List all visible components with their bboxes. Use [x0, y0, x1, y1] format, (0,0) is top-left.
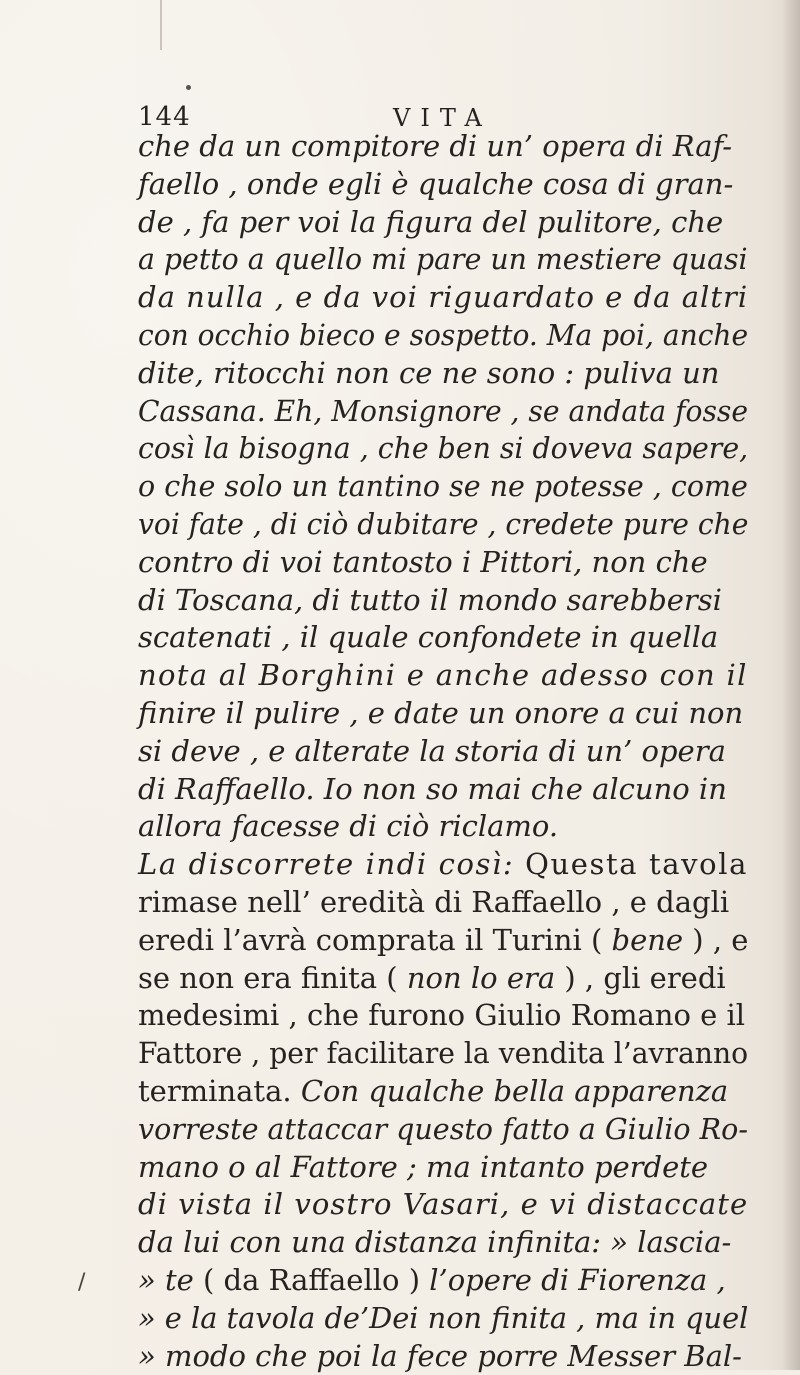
- text-segment: non lo era: [407, 961, 555, 995]
- text-segment: allora facesse di ciò riclamo.: [138, 809, 558, 843]
- text-line: [138, 204, 748, 242]
- text-line: [138, 1073, 748, 1111]
- text-segment: contro di voi tantosto i Pittori, non che: [138, 545, 708, 579]
- text-segment: » e la tavola de’Dei non finita , ma in quel: [138, 1301, 748, 1335]
- text-line: [138, 128, 748, 166]
- text-segment: »: [138, 1263, 165, 1297]
- text-line: [138, 1186, 748, 1224]
- text-segment: de , fa per voi la figura del pulitore, che: [138, 205, 723, 239]
- text-line: [138, 1035, 731, 1073]
- text-line: [138, 657, 748, 695]
- text-segment: scatenati , il quale confondete in quella: [138, 620, 718, 654]
- text-line: [138, 1300, 744, 1338]
- text-segment: si deve , e alterate la storia di un’ opera: [138, 734, 726, 768]
- text-segment: bene: [612, 923, 684, 957]
- text-line: [138, 430, 734, 468]
- text-segment: Cassana. Eh, Monsignore , se andata fosse: [138, 394, 748, 428]
- text-line: [138, 317, 729, 355]
- text-line: [138, 544, 748, 582]
- text-line: [138, 619, 748, 657]
- text-segment: da nulla , e da voi riguardato e da altri: [138, 280, 748, 314]
- ink-spot: [186, 85, 191, 90]
- text-line: [138, 771, 748, 809]
- text-segment: così la bisogna , che ben si doveva sapere,: [138, 431, 748, 465]
- text-line: [138, 1338, 748, 1375]
- text-segment: o che solo un tantino se ne potesse , come: [138, 469, 748, 503]
- text-line: [138, 997, 748, 1035]
- running-head: VITA: [393, 104, 492, 132]
- text-line: [138, 1149, 748, 1187]
- text-line: [138, 166, 748, 204]
- text-line: [138, 468, 737, 506]
- text-line: [138, 922, 748, 960]
- text-segment: con occhio bieco e sospetto. Ma poi, anche: [138, 318, 748, 352]
- text-segment: La discorrete indi così:: [138, 847, 525, 881]
- text-segment: terminata.: [138, 1074, 301, 1108]
- text-segment: » modo che poi la fece porre Messer Bal-: [138, 1339, 742, 1373]
- text-segment: faello , onde egli è qualche cosa di gran-: [138, 167, 733, 201]
- text-segment: Questa tavola: [525, 847, 748, 881]
- text-line: [138, 279, 748, 317]
- text-line: [138, 1111, 738, 1149]
- text-line: [138, 393, 730, 431]
- text-line: [138, 1224, 748, 1262]
- paper-crease: [160, 0, 162, 50]
- text-segment: te: [165, 1263, 194, 1297]
- text-line: [138, 960, 748, 998]
- text-segment: finire il pulire , e date un onore a cui non: [138, 696, 743, 730]
- text-segment: eredi l’avrà comprata il Turini (: [138, 923, 612, 957]
- text-segment: voi fate , di ciò dubitare , credete pure che: [138, 507, 748, 541]
- text-line: [138, 506, 730, 544]
- text-segment: ( da Raffaello ): [194, 1263, 429, 1297]
- text-segment: di Toscana, di tutto il mondo sarebbersi: [138, 583, 722, 617]
- text-segment: dite, ritocchi non ce ne sono : puliva un: [138, 356, 719, 390]
- text-segment: l’opere di Fiorenza ,: [429, 1263, 726, 1297]
- text-line: [138, 695, 748, 733]
- page-edge-shadow: [782, 0, 800, 1370]
- text-line: [138, 733, 748, 771]
- text-line: [138, 582, 748, 620]
- margin-mark: /: [78, 1270, 85, 1295]
- text-line: [138, 1262, 748, 1300]
- text-segment: nota al Borghini e anche adesso con il: [138, 658, 748, 692]
- text-line: [138, 355, 748, 393]
- text-line: [138, 884, 748, 922]
- text-segment: vorreste attaccar questo fatto a Giulio Ro-: [138, 1112, 748, 1146]
- text-segment: mano o al Fattore ; ma intanto perdete: [138, 1150, 708, 1184]
- text-line: [138, 846, 748, 884]
- text-segment: ) , gli eredi: [555, 961, 726, 995]
- text-segment: Fattore , per facilitare la vendita l’avranno: [138, 1036, 748, 1070]
- text-segment: di Raffaello. Io non so mai che alcuno in: [138, 772, 727, 806]
- text-segment: medesimi , che furono Giulio Romano e il: [138, 998, 745, 1032]
- text-segment: a petto a quello mi pare un mestiere quasi: [138, 242, 748, 276]
- text-segment: che da un compitore di un’ opera di Raf-: [138, 129, 732, 163]
- page-number: 144: [138, 102, 191, 132]
- text-line: [138, 808, 748, 846]
- text-segment: di vista il vostro Vasari, e vi distaccate: [138, 1187, 748, 1221]
- text-segment: da lui con una distanza infinita: » lascia-: [138, 1225, 731, 1259]
- text-segment: ) , e: [683, 923, 748, 957]
- text-segment: rimase nell’ eredità di Raffaello , e dagli: [138, 885, 729, 919]
- text-line: [138, 241, 734, 279]
- body-text: [138, 128, 748, 1375]
- text-segment: se non era finita (: [138, 961, 407, 995]
- text-segment: Con qualche bella apparenza: [301, 1074, 728, 1108]
